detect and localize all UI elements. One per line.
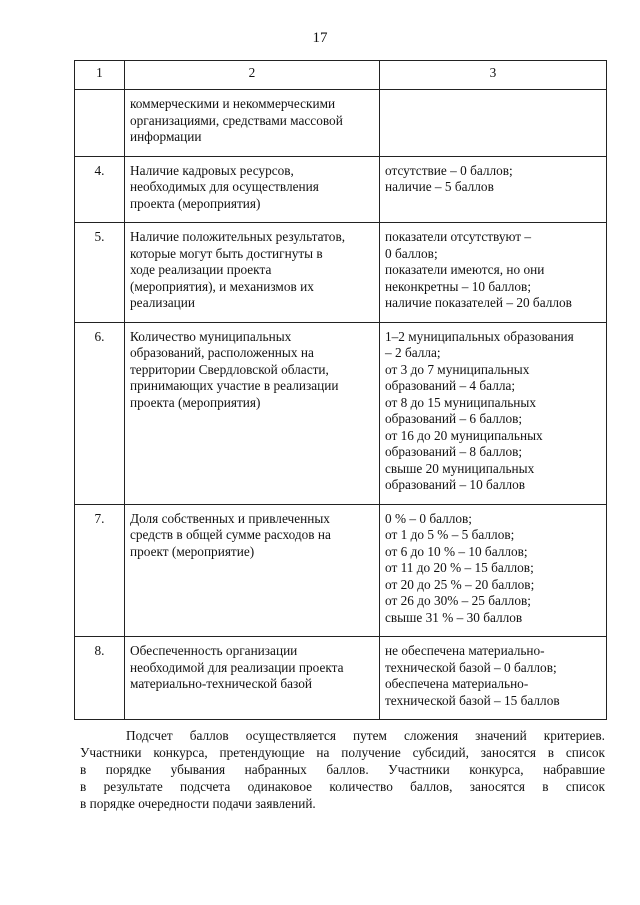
criterion-line: проекта (мероприятия) (130, 394, 261, 410)
criterion-cell (125, 504, 380, 637)
table-row (75, 223, 607, 323)
score-line: от 6 до 10 % – 10 баллов; (385, 543, 528, 559)
criterion-line: (мероприятия), и механизмов их (130, 278, 314, 294)
criterion-line: Наличие положительных результатов, (130, 229, 346, 244)
scoring-paragraph (80, 727, 605, 812)
table-row (75, 322, 607, 504)
score-line: свыше 20 муниципальных (385, 460, 535, 476)
criterion-cell (125, 637, 380, 720)
criterion-line: Наличие кадровых ресурсов, (130, 162, 294, 178)
row-number: 8. (75, 637, 125, 720)
paragraph-line: в порядке очередности подачи заявлений. (80, 796, 316, 811)
paragraph-line: Участники конкурса, претендующие на получение субсидий, заносятся в список (80, 745, 605, 760)
score-line: от 8 до 15 муниципальных (385, 394, 536, 410)
table-row (75, 504, 607, 637)
table-row (75, 156, 607, 223)
row-number: 7. (75, 504, 125, 637)
criterion-line: средств в общей сумме расходов на (130, 527, 331, 542)
score-line: от 16 до 20 муниципальных (385, 427, 543, 443)
criteria-table (74, 60, 607, 720)
criterion-cell (125, 223, 380, 323)
paragraph-line: в результате подсчета одинаковое количество баллов, заносятся в список (80, 779, 605, 794)
score-line: 0 % – 0 баллов; (385, 510, 472, 526)
score-line: от 26 до 30% – 25 баллов; (385, 593, 531, 608)
criterion-line: проекта (мероприятия) (130, 195, 261, 211)
criterion-line: Обеспеченность организации (130, 643, 298, 658)
score-cell (380, 322, 607, 504)
column-header-3: 3 (380, 61, 607, 90)
score-line: образований – 4 балла; (385, 378, 516, 393)
score-line: от 11 до 20 % – 15 баллов; (385, 560, 534, 575)
column-header-1: 1 (75, 61, 125, 90)
criterion-line: Количество муниципальных (130, 328, 292, 344)
row-number: 6. (75, 322, 125, 504)
row-number: 5. (75, 223, 125, 323)
score-cell (380, 223, 607, 323)
criterion-line: необходимой для реализации проекта (130, 659, 344, 675)
score-line: 0 баллов; (385, 245, 438, 261)
score-line: не обеспечена материально- (385, 643, 545, 658)
score-line: технической базой – 0 баллов; (385, 659, 557, 675)
criterion-line: которые могут быть достигнуты в (130, 245, 323, 261)
score-line: показатели имеются, но они (385, 262, 545, 277)
criterion-line: реализации (130, 295, 195, 310)
score-line: технической базой – 15 баллов (385, 692, 560, 708)
criterion-cell (125, 90, 380, 157)
score-line: образований – 6 баллов; (385, 411, 523, 426)
row-number (75, 90, 125, 157)
criterion-line: материально-технической базой (130, 676, 312, 691)
table-row (75, 90, 607, 157)
score-line: неконкретны – 10 баллов; (385, 278, 532, 294)
score-cell (380, 156, 607, 223)
criterion-cell (125, 156, 380, 223)
score-line: наличие показателей – 20 баллов (385, 295, 572, 310)
score-line: – 2 балла; (385, 345, 441, 360)
score-cell (380, 637, 607, 720)
criterion-line: образований, расположенных на (130, 345, 314, 360)
paragraph-line: в порядке убывания набранных баллов. Участники конкурса, набравшие (80, 762, 605, 777)
score-line: образований – 8 баллов; (385, 444, 523, 459)
score-line: от 1 до 5 % – 5 баллов; (385, 527, 515, 542)
criterion-line: проект (мероприятие) (130, 543, 255, 559)
score-line: образований – 10 баллов (385, 477, 526, 492)
score-cell (380, 504, 607, 637)
score-line: 1–2 муниципальных образования (385, 328, 574, 344)
table-body (75, 90, 607, 720)
criterion-line: информации (130, 129, 202, 144)
score-line: наличие – 5 баллов (385, 179, 494, 194)
criterion-line: организациями, средствами массовой (130, 112, 343, 128)
page-number: 17 (312, 30, 328, 46)
criterion-line: коммерческими и некоммерческими (130, 96, 336, 111)
score-line: отсутствие – 0 баллов; (385, 162, 513, 178)
criterion-cell (125, 322, 380, 504)
row-number: 4. (75, 156, 125, 223)
column-header-2: 2 (125, 61, 380, 90)
score-line: свыше 31 % – 30 баллов (385, 609, 523, 625)
paragraph-line: Подсчет баллов осуществляется путем сложения значений критериев. (126, 728, 605, 743)
score-line: обеспечена материально- (385, 676, 529, 691)
criterion-line: принимающих участие в реализации (130, 378, 339, 393)
score-line: от 3 до 7 муниципальных (385, 361, 530, 377)
score-line: от 20 до 25 % – 20 баллов; (385, 576, 535, 592)
score-line: показатели отсутствуют – (385, 229, 532, 244)
criterion-line: территории Свердловской области, (130, 361, 329, 377)
criterion-line: необходимых для осуществления (130, 179, 319, 194)
criterion-line: Доля собственных и привлеченных (130, 510, 330, 526)
table-row (75, 637, 607, 720)
criterion-line: ходе реализации проекта (130, 262, 272, 277)
score-cell (380, 90, 607, 157)
table-header-row (75, 61, 607, 90)
